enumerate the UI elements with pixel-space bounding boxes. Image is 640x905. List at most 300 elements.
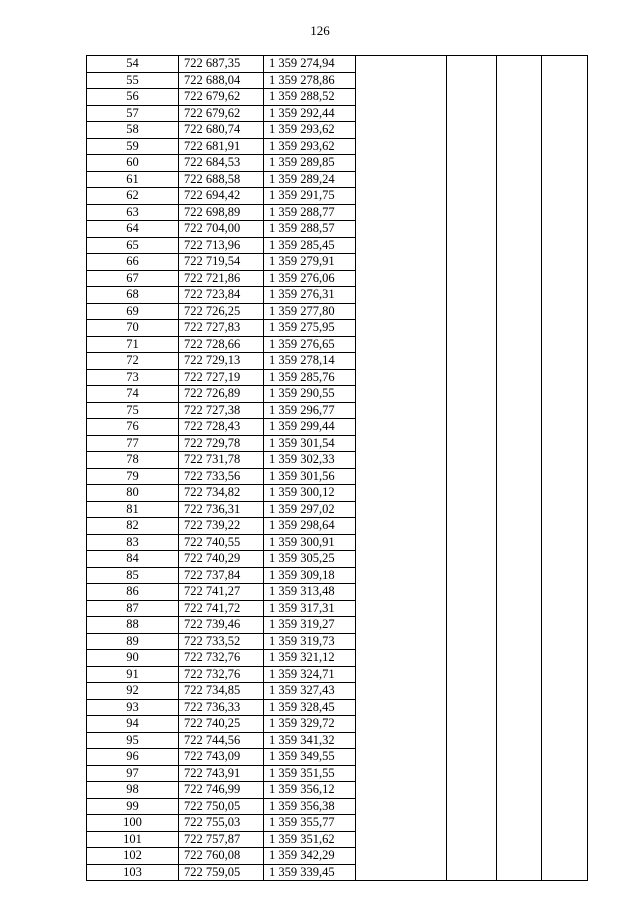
table-row <box>87 798 588 815</box>
x-coordinate-cell: 722 746,99 <box>179 782 264 799</box>
empty-cell <box>356 468 447 485</box>
y-coordinate-cell: 1 359 274,94 <box>264 56 356 73</box>
empty-cell <box>497 336 542 353</box>
empty-cell <box>497 815 542 832</box>
empty-cell <box>497 765 542 782</box>
table-row <box>87 270 588 287</box>
point-number-cell: 78 <box>87 452 179 469</box>
empty-cell <box>497 650 542 667</box>
x-coordinate-cell: 722 719,54 <box>179 254 264 271</box>
empty-cell <box>497 254 542 271</box>
table-row <box>87 765 588 782</box>
empty-cell <box>497 864 542 881</box>
x-coordinate-cell: 722 733,52 <box>179 633 264 650</box>
empty-cell <box>497 782 542 799</box>
empty-cell <box>542 534 588 551</box>
empty-cell <box>497 287 542 304</box>
table-row <box>87 699 588 716</box>
table-row <box>87 468 588 485</box>
empty-cell <box>356 270 447 287</box>
empty-cell <box>542 419 588 436</box>
y-coordinate-cell: 1 359 296,77 <box>264 402 356 419</box>
x-coordinate-cell: 722 740,29 <box>179 551 264 568</box>
empty-cell <box>447 518 497 535</box>
empty-cell <box>497 534 542 551</box>
empty-cell <box>356 221 447 238</box>
y-coordinate-cell: 1 359 298,64 <box>264 518 356 535</box>
empty-cell <box>497 551 542 568</box>
point-number-cell: 73 <box>87 369 179 386</box>
empty-cell <box>356 336 447 353</box>
table-row <box>87 716 588 733</box>
y-coordinate-cell: 1 359 288,52 <box>264 89 356 106</box>
empty-cell <box>497 89 542 106</box>
point-number-cell: 70 <box>87 320 179 337</box>
table-row <box>87 320 588 337</box>
empty-cell <box>542 468 588 485</box>
table-row <box>87 353 588 370</box>
empty-cell <box>542 138 588 155</box>
empty-cell <box>447 287 497 304</box>
empty-cell <box>542 89 588 106</box>
table-row <box>87 303 588 320</box>
empty-cell <box>497 105 542 122</box>
x-coordinate-cell: 722 728,66 <box>179 336 264 353</box>
empty-cell <box>542 600 588 617</box>
empty-cell <box>497 633 542 650</box>
y-coordinate-cell: 1 359 289,24 <box>264 171 356 188</box>
empty-cell <box>356 518 447 535</box>
empty-cell <box>356 171 447 188</box>
empty-cell <box>447 204 497 221</box>
empty-cell <box>447 534 497 551</box>
point-number-cell: 63 <box>87 204 179 221</box>
x-coordinate-cell: 722 723,84 <box>179 287 264 304</box>
empty-cell <box>542 336 588 353</box>
empty-cell <box>542 254 588 271</box>
y-coordinate-cell: 1 359 339,45 <box>264 864 356 881</box>
x-coordinate-cell: 722 740,55 <box>179 534 264 551</box>
y-coordinate-cell: 1 359 288,77 <box>264 204 356 221</box>
empty-cell <box>542 105 588 122</box>
empty-cell <box>356 303 447 320</box>
empty-cell <box>447 155 497 172</box>
empty-cell <box>356 138 447 155</box>
table-row <box>87 105 588 122</box>
table-row <box>87 600 588 617</box>
point-number-cell: 82 <box>87 518 179 535</box>
empty-cell <box>356 188 447 205</box>
x-coordinate-cell: 722 740,25 <box>179 716 264 733</box>
empty-cell <box>542 749 588 766</box>
x-coordinate-cell: 722 731,78 <box>179 452 264 469</box>
empty-cell <box>447 435 497 452</box>
empty-cell <box>447 188 497 205</box>
x-coordinate-cell: 722 713,96 <box>179 237 264 254</box>
empty-cell <box>447 237 497 254</box>
y-coordinate-cell: 1 359 327,43 <box>264 683 356 700</box>
empty-cell <box>447 138 497 155</box>
empty-cell <box>542 204 588 221</box>
empty-cell <box>447 732 497 749</box>
empty-cell <box>497 138 542 155</box>
table-row <box>87 204 588 221</box>
table-row <box>87 287 588 304</box>
point-number-cell: 96 <box>87 749 179 766</box>
table-row <box>87 89 588 106</box>
empty-cell <box>497 221 542 238</box>
x-coordinate-cell: 722 688,04 <box>179 72 264 89</box>
empty-cell <box>497 848 542 865</box>
empty-cell <box>497 501 542 518</box>
table-row <box>87 336 588 353</box>
table-row <box>87 815 588 832</box>
x-coordinate-cell: 722 727,38 <box>179 402 264 419</box>
table-row <box>87 138 588 155</box>
x-coordinate-cell: 722 721,86 <box>179 270 264 287</box>
y-coordinate-cell: 1 359 319,73 <box>264 633 356 650</box>
empty-cell <box>447 666 497 683</box>
empty-cell <box>447 716 497 733</box>
empty-cell <box>447 56 497 73</box>
empty-cell <box>356 56 447 73</box>
point-number-cell: 71 <box>87 336 179 353</box>
empty-cell <box>447 551 497 568</box>
empty-cell <box>356 320 447 337</box>
point-number-cell: 99 <box>87 798 179 815</box>
y-coordinate-cell: 1 359 305,25 <box>264 551 356 568</box>
empty-cell <box>356 501 447 518</box>
point-number-cell: 87 <box>87 600 179 617</box>
empty-cell <box>356 72 447 89</box>
point-number-cell: 98 <box>87 782 179 799</box>
empty-cell <box>497 303 542 320</box>
empty-cell <box>356 765 447 782</box>
point-number-cell: 61 <box>87 171 179 188</box>
x-coordinate-cell: 722 704,00 <box>179 221 264 238</box>
x-coordinate-cell: 722 734,85 <box>179 683 264 700</box>
point-number-cell: 69 <box>87 303 179 320</box>
y-coordinate-cell: 1 359 285,76 <box>264 369 356 386</box>
empty-cell <box>447 270 497 287</box>
x-coordinate-cell: 722 679,62 <box>179 89 264 106</box>
empty-cell <box>356 237 447 254</box>
empty-cell <box>542 798 588 815</box>
empty-cell <box>542 584 588 601</box>
point-number-cell: 72 <box>87 353 179 370</box>
empty-cell <box>542 320 588 337</box>
empty-cell <box>497 204 542 221</box>
table-row <box>87 782 588 799</box>
empty-cell <box>356 287 447 304</box>
empty-cell <box>356 369 447 386</box>
y-coordinate-cell: 1 359 342,29 <box>264 848 356 865</box>
empty-cell <box>447 468 497 485</box>
empty-cell <box>497 666 542 683</box>
empty-cell <box>542 683 588 700</box>
table-row <box>87 683 588 700</box>
empty-cell <box>497 419 542 436</box>
empty-cell <box>542 633 588 650</box>
point-number-cell: 81 <box>87 501 179 518</box>
table-row <box>87 254 588 271</box>
table-row <box>87 171 588 188</box>
table-row <box>87 452 588 469</box>
x-coordinate-cell: 722 760,08 <box>179 848 264 865</box>
empty-cell <box>356 633 447 650</box>
table-row <box>87 435 588 452</box>
x-coordinate-cell: 722 726,89 <box>179 386 264 403</box>
empty-cell <box>542 386 588 403</box>
x-coordinate-cell: 722 759,05 <box>179 864 264 881</box>
empty-cell <box>542 270 588 287</box>
x-coordinate-cell: 722 733,56 <box>179 468 264 485</box>
empty-cell <box>497 617 542 634</box>
table-row <box>87 749 588 766</box>
x-coordinate-cell: 722 741,72 <box>179 600 264 617</box>
y-coordinate-cell: 1 359 356,38 <box>264 798 356 815</box>
table-row <box>87 518 588 535</box>
empty-cell <box>356 435 447 452</box>
empty-cell <box>497 56 542 73</box>
empty-cell <box>356 386 447 403</box>
empty-cell <box>447 650 497 667</box>
empty-cell <box>447 600 497 617</box>
empty-cell <box>542 864 588 881</box>
x-coordinate-cell: 722 694,42 <box>179 188 264 205</box>
point-number-cell: 75 <box>87 402 179 419</box>
empty-cell <box>356 617 447 634</box>
point-number-cell: 60 <box>87 155 179 172</box>
x-coordinate-cell: 722 757,87 <box>179 831 264 848</box>
table-row <box>87 732 588 749</box>
y-coordinate-cell: 1 359 351,62 <box>264 831 356 848</box>
empty-cell <box>542 765 588 782</box>
empty-cell <box>497 402 542 419</box>
table-row <box>87 633 588 650</box>
empty-cell <box>356 699 447 716</box>
empty-cell <box>542 402 588 419</box>
table-row <box>87 551 588 568</box>
y-coordinate-cell: 1 359 301,54 <box>264 435 356 452</box>
empty-cell <box>447 122 497 139</box>
empty-cell <box>447 419 497 436</box>
point-number-cell: 62 <box>87 188 179 205</box>
point-number-cell: 58 <box>87 122 179 139</box>
empty-cell <box>497 831 542 848</box>
empty-cell <box>542 452 588 469</box>
table-row <box>87 848 588 865</box>
x-coordinate-cell: 722 743,91 <box>179 765 264 782</box>
point-number-cell: 79 <box>87 468 179 485</box>
empty-cell <box>542 122 588 139</box>
y-coordinate-cell: 1 359 351,55 <box>264 765 356 782</box>
empty-cell <box>542 666 588 683</box>
empty-cell <box>497 716 542 733</box>
empty-cell <box>542 435 588 452</box>
point-number-cell: 59 <box>87 138 179 155</box>
empty-cell <box>497 468 542 485</box>
table-row <box>87 221 588 238</box>
y-coordinate-cell: 1 359 279,91 <box>264 254 356 271</box>
empty-cell <box>447 815 497 832</box>
x-coordinate-cell: 722 687,35 <box>179 56 264 73</box>
point-number-cell: 65 <box>87 237 179 254</box>
x-coordinate-cell: 722 679,62 <box>179 105 264 122</box>
table-row <box>87 56 588 73</box>
empty-cell <box>542 650 588 667</box>
y-coordinate-cell: 1 359 324,71 <box>264 666 356 683</box>
empty-cell <box>542 171 588 188</box>
empty-cell <box>497 72 542 89</box>
table-row <box>87 72 588 89</box>
empty-cell <box>356 89 447 106</box>
empty-cell <box>356 831 447 848</box>
empty-cell <box>447 105 497 122</box>
empty-cell <box>497 600 542 617</box>
point-number-cell: 103 <box>87 864 179 881</box>
y-coordinate-cell: 1 359 275,95 <box>264 320 356 337</box>
table-row <box>87 419 588 436</box>
y-coordinate-cell: 1 359 356,12 <box>264 782 356 799</box>
y-coordinate-cell: 1 359 289,85 <box>264 155 356 172</box>
empty-cell <box>497 485 542 502</box>
empty-cell <box>447 749 497 766</box>
empty-cell <box>447 584 497 601</box>
empty-cell <box>356 864 447 881</box>
y-coordinate-cell: 1 359 278,86 <box>264 72 356 89</box>
empty-cell <box>447 782 497 799</box>
empty-cell <box>447 254 497 271</box>
empty-cell <box>447 320 497 337</box>
empty-cell <box>356 650 447 667</box>
point-number-cell: 102 <box>87 848 179 865</box>
empty-cell <box>542 716 588 733</box>
x-coordinate-cell: 722 737,84 <box>179 567 264 584</box>
point-number-cell: 76 <box>87 419 179 436</box>
empty-cell <box>356 798 447 815</box>
empty-cell <box>497 237 542 254</box>
y-coordinate-cell: 1 359 300,91 <box>264 534 356 551</box>
y-coordinate-cell: 1 359 302,33 <box>264 452 356 469</box>
y-coordinate-cell: 1 359 313,48 <box>264 584 356 601</box>
empty-cell <box>447 567 497 584</box>
y-coordinate-cell: 1 359 291,75 <box>264 188 356 205</box>
y-coordinate-cell: 1 359 355,77 <box>264 815 356 832</box>
empty-cell <box>447 864 497 881</box>
empty-cell <box>542 287 588 304</box>
empty-cell <box>497 188 542 205</box>
empty-cell <box>542 303 588 320</box>
empty-cell <box>542 831 588 848</box>
point-number-cell: 95 <box>87 732 179 749</box>
empty-cell <box>356 254 447 271</box>
empty-cell <box>356 155 447 172</box>
point-number-cell: 101 <box>87 831 179 848</box>
empty-cell <box>542 221 588 238</box>
point-number-cell: 89 <box>87 633 179 650</box>
empty-cell <box>542 782 588 799</box>
empty-cell <box>356 600 447 617</box>
x-coordinate-cell: 722 750,05 <box>179 798 264 815</box>
empty-cell <box>497 452 542 469</box>
coordinates-table <box>86 55 588 881</box>
empty-cell <box>447 386 497 403</box>
y-coordinate-cell: 1 359 301,56 <box>264 468 356 485</box>
table-row <box>87 864 588 881</box>
empty-cell <box>447 336 497 353</box>
x-coordinate-cell: 722 734,82 <box>179 485 264 502</box>
point-number-cell: 68 <box>87 287 179 304</box>
point-number-cell: 97 <box>87 765 179 782</box>
y-coordinate-cell: 1 359 349,55 <box>264 749 356 766</box>
empty-cell <box>447 353 497 370</box>
point-number-cell: 67 <box>87 270 179 287</box>
y-coordinate-cell: 1 359 276,31 <box>264 287 356 304</box>
empty-cell <box>356 534 447 551</box>
empty-cell <box>497 699 542 716</box>
y-coordinate-cell: 1 359 276,06 <box>264 270 356 287</box>
point-number-cell: 77 <box>87 435 179 452</box>
point-number-cell: 56 <box>87 89 179 106</box>
empty-cell <box>447 402 497 419</box>
x-coordinate-cell: 722 684,53 <box>179 155 264 172</box>
empty-cell <box>447 72 497 89</box>
empty-cell <box>356 419 447 436</box>
point-number-cell: 74 <box>87 386 179 403</box>
x-coordinate-cell: 722 727,83 <box>179 320 264 337</box>
empty-cell <box>542 237 588 254</box>
empty-cell <box>356 122 447 139</box>
point-number-cell: 64 <box>87 221 179 238</box>
empty-cell <box>356 848 447 865</box>
empty-cell <box>447 501 497 518</box>
x-coordinate-cell: 722 732,76 <box>179 666 264 683</box>
empty-cell <box>497 732 542 749</box>
empty-cell <box>542 567 588 584</box>
empty-cell <box>497 567 542 584</box>
empty-cell <box>542 369 588 386</box>
empty-cell <box>447 303 497 320</box>
point-number-cell: 57 <box>87 105 179 122</box>
point-number-cell: 94 <box>87 716 179 733</box>
empty-cell <box>447 89 497 106</box>
x-coordinate-cell: 722 736,33 <box>179 699 264 716</box>
y-coordinate-cell: 1 359 341,32 <box>264 732 356 749</box>
table-row <box>87 617 588 634</box>
point-number-cell: 88 <box>87 617 179 634</box>
empty-cell <box>356 666 447 683</box>
empty-cell <box>542 551 588 568</box>
x-coordinate-cell: 722 729,78 <box>179 435 264 452</box>
y-coordinate-cell: 1 359 278,14 <box>264 353 356 370</box>
x-coordinate-cell: 722 680,74 <box>179 122 264 139</box>
point-number-cell: 55 <box>87 72 179 89</box>
x-coordinate-cell: 722 755,03 <box>179 815 264 832</box>
x-coordinate-cell: 722 739,22 <box>179 518 264 535</box>
y-coordinate-cell: 1 359 319,27 <box>264 617 356 634</box>
empty-cell <box>356 683 447 700</box>
x-coordinate-cell: 722 727,19 <box>179 369 264 386</box>
empty-cell <box>497 749 542 766</box>
empty-cell <box>542 732 588 749</box>
empty-cell <box>356 815 447 832</box>
x-coordinate-cell: 722 743,09 <box>179 749 264 766</box>
empty-cell <box>356 584 447 601</box>
y-coordinate-cell: 1 359 292,44 <box>264 105 356 122</box>
x-coordinate-cell: 722 726,25 <box>179 303 264 320</box>
empty-cell <box>497 584 542 601</box>
